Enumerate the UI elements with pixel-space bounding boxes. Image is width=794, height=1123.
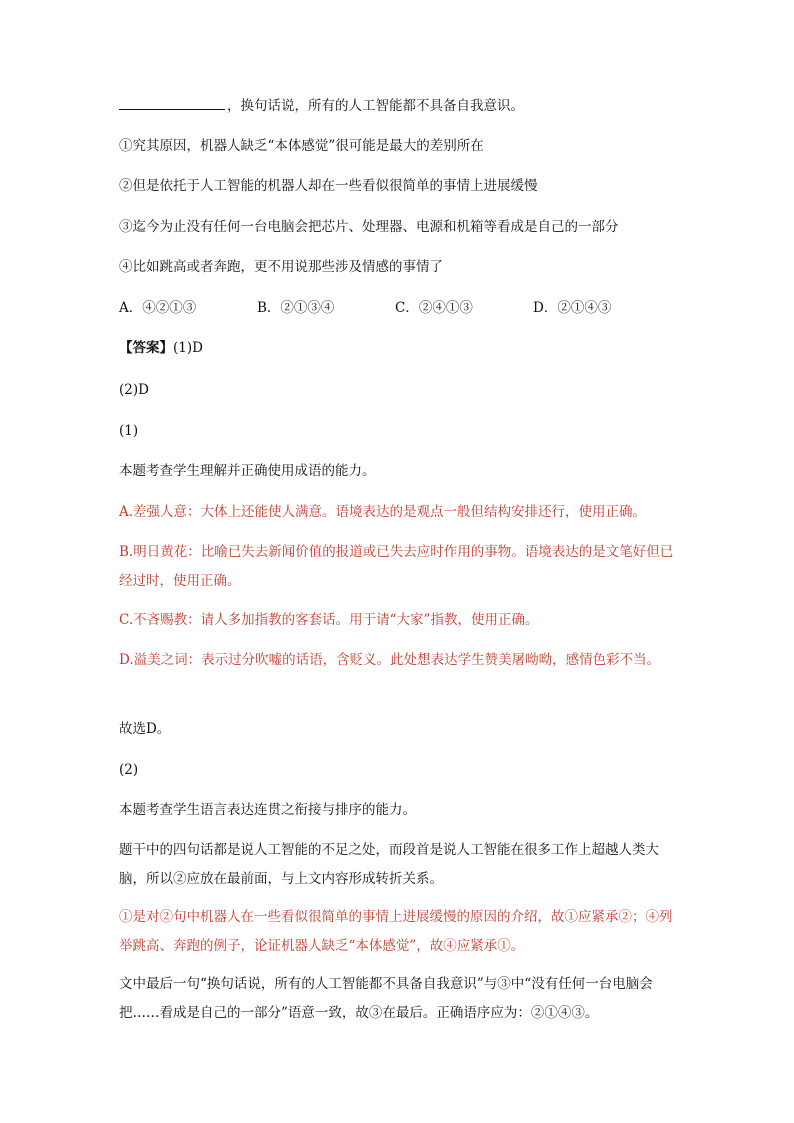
item-3: ③迄今为止没有任何一台电脑会把芯片、处理器、电源和机箱等看成是自己的一部分 (119, 219, 619, 235)
part1-number: (1) (119, 423, 139, 439)
part2-number: (2) (119, 762, 139, 778)
question-stem (119, 97, 679, 115)
option-d: D．②①④③ (533, 300, 612, 316)
item-1: ①究其原因，机器人缺乏“本体感觉”很可能是最大的差别所在 (119, 138, 484, 154)
question-stem-text: ，换句话说，所有的人工智能都不具备自我意识。 (227, 98, 524, 114)
answer-line-1 (119, 340, 679, 357)
answer-blank (119, 97, 225, 110)
answer-label: 【答案】 (119, 340, 173, 356)
item-4: ④比如跳高或者奔跑，更不用说那些涉及情感的事情了 (119, 259, 443, 275)
part1-intro: 本题考查学生理解并正确使用成语的能力。 (119, 463, 376, 479)
part1-option-a-explain: A.差强人意：大体上还能使人满意。语境表达的是观点一般但结构安排还行，使用正确。 (119, 504, 647, 520)
part2-paragraph-2: ①是对②句中机器人在一些看似很简单的事情上进展缓慢的原因的介绍，故①应紧承②；④列举跳高、奔跑的例子，论证机器人缺乏“本体感觉”，故④应紧承①。 (119, 909, 673, 954)
answer-value-1: (1)D (173, 340, 203, 356)
part1-option-c-explain: C.不吝赐教：请人多加指教的客套话。用于请“大家”指教，使用正确。 (119, 612, 539, 628)
option-c: C．②④①③ (395, 300, 473, 316)
answer-line-2: (2)D (119, 382, 149, 398)
item-2: ②但是依托于人工智能的机器人却在一些看似很简单的事情上进展缓慢 (119, 178, 538, 194)
part1-option-b-explain: B.明日黄花：比喻已失去新闻价值的报道或已失去应时作用的事物。语境表达的是文笔好但已经过时，使用正确。 (119, 544, 674, 589)
option-a: A．④②①③ (119, 300, 197, 316)
part2-intro: 本题考查学生语言表达连贯之衔接与排序的能力。 (119, 802, 416, 818)
part1-conclusion: 故选D。 (119, 721, 171, 737)
options-row (119, 300, 679, 317)
part2-paragraph-1: 题干中的四句话都是说人工智能的不足之处，而段首是说人工智能在很多工作上超越人类大脑，所以②应放在最前面，与上文内容形成转折关系。 (119, 842, 659, 887)
option-b: B．②①③④ (257, 300, 335, 316)
part2-paragraph-3: 文中最后一句“换句话说，所有的人工智能都不具备自我意识”与③中“没有任何一台电脑会把……看成是自己的一部分”语意一致，故③在最后。正确语序应为：②①④③。 (119, 976, 653, 1021)
part1-option-d-explain: D.溢美之词：表示过分吹嘘的话语，含贬义。此处想表达学生赞美屠呦呦，感情色彩不当。 (119, 652, 661, 668)
